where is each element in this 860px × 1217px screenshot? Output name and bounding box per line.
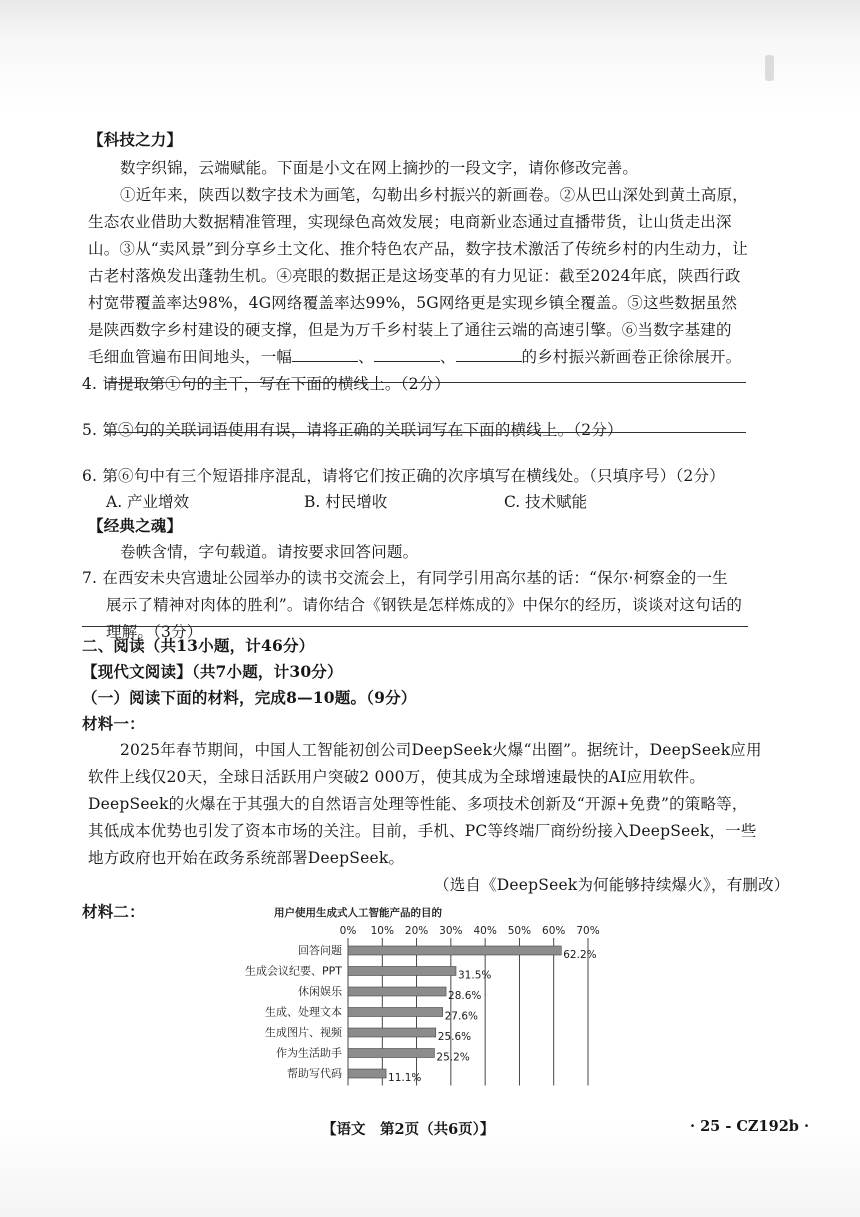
material-1-line: DeepSeek的火爆在于其强大的自然语言处理等性能、多项技术创新及“开源+免费”的策略等， bbox=[88, 795, 748, 813]
blank-separator: 、 bbox=[358, 348, 374, 366]
question-6: 6. 第⑥句中有三个短语排序混乱，请将它们按正确的次序填写在横线处。（只填序号）（2分） bbox=[82, 467, 725, 485]
purpose-bar-chart bbox=[208, 902, 648, 1102]
value-label: 11.1% bbox=[388, 1072, 422, 1084]
material-1-line: 2025年春节期间，中国人工智能初创公司DeepSeek火爆“出圈”。据统计，DeepSeek应用 bbox=[120, 741, 762, 759]
section-header-keji: 【科技之力】 bbox=[88, 130, 183, 149]
passage-line: 古老村落焕发出蓬勃生机。④亮眼的数据正是这场变革的有力见证：截至2024年底，陕西行政 bbox=[88, 267, 741, 285]
bar bbox=[348, 1008, 443, 1017]
bar bbox=[348, 1069, 386, 1078]
material-1-line: 其低成本优势也引发了资本市场的关注。目前，手机、PC等终端厂商纷纷接入DeepSeek，一些 bbox=[88, 822, 757, 840]
option-c: C. 技术赋能 bbox=[504, 493, 588, 511]
x-tick-label: 40% bbox=[473, 925, 497, 937]
chart-category-labels bbox=[245, 943, 343, 1080]
material-1-line: 地方政府也开始在政务系统部署DeepSeek。 bbox=[88, 849, 405, 867]
passage-line: 生态农业借助大数据精准管理，实现绿色高效发展；电商新业态通过直播带货，让山货走出深 bbox=[88, 213, 732, 231]
bar bbox=[348, 946, 561, 955]
reading-part-title: 二、阅读（共13小题，计46分） bbox=[82, 636, 315, 655]
material-1-source: （选自《DeepSeek为何能够持续爆火》，有删改） bbox=[434, 876, 790, 894]
question-4: 4. 请提取第①句的主干，写在下面的横线上。（2分） bbox=[82, 375, 451, 393]
question-5: 5. 第⑤句的关联词语使用有误，请将正确的关联词写在下面的横线上。（2分） bbox=[82, 421, 623, 439]
bar bbox=[348, 1049, 434, 1058]
answer-line-q7[interactable] bbox=[82, 626, 748, 627]
jingdian-intro: 卷帙含情，字句载道。请按要求回答问题。 bbox=[120, 543, 419, 561]
passage-last-end: 的乡村振兴新画卷正徐徐展开。 bbox=[521, 348, 742, 366]
scan-artifact bbox=[765, 55, 774, 81]
fill-blank-2[interactable] bbox=[374, 347, 440, 362]
x-tick-label: 60% bbox=[542, 925, 566, 937]
x-tick-label: 30% bbox=[439, 925, 463, 937]
question-7-line: 理解。（3分） bbox=[106, 623, 203, 641]
passage-last-start: 毛细血管遍布田间地头，一幅 bbox=[88, 348, 293, 366]
answer-line-q4[interactable] bbox=[106, 382, 746, 383]
x-tick-label: 0% bbox=[339, 925, 357, 937]
keji-intro: 数字织锦，云端赋能。下面是小文在网上摘抄的一段文字，请你修改完善。 bbox=[120, 159, 639, 177]
x-tick-label: 10% bbox=[370, 925, 394, 937]
value-label: 31.5% bbox=[458, 969, 492, 982]
value-label: 25.2% bbox=[436, 1051, 470, 1064]
option-a: A. 产业增效 bbox=[106, 493, 190, 511]
chart-x-ticks bbox=[340, 925, 600, 937]
section-header-jingdian: 【经典之魂】 bbox=[88, 516, 183, 535]
answer-line-q5[interactable] bbox=[106, 432, 746, 433]
passage-line: 山。③从“卖风景”到分享乡土文化、推介特色农产品，数字技术激活了传统乡村的内生动力，让 bbox=[88, 240, 748, 258]
x-tick-label: 70% bbox=[576, 925, 600, 937]
passage-line: 村宽带覆盖率达98%，4G网络覆盖率达99%，5G网络更是实现乡镇全覆盖。⑤这些数据虽然 bbox=[88, 294, 738, 312]
value-label: 28.6% bbox=[448, 990, 482, 1002]
passage-last-line bbox=[88, 345, 741, 367]
category-label: 作为生活助手 bbox=[276, 1046, 342, 1060]
x-tick-label: 50% bbox=[507, 925, 532, 937]
material-1-line: 软件上线仅20天，全球日活跃用户突破2 000万，使其成为全球增速最快的AI应用软件。 bbox=[88, 768, 706, 786]
category-label: 生成、处理文本 bbox=[265, 1005, 342, 1019]
chart-title: 用户使用生成式人工智能产品的目的 bbox=[274, 907, 442, 919]
category-label: 生成图片、视频 bbox=[265, 1026, 342, 1039]
category-label: 帮助写代码 bbox=[287, 1067, 342, 1080]
category-label: 休闲娱乐 bbox=[298, 985, 342, 998]
bar bbox=[348, 1028, 436, 1037]
fill-blank-3[interactable] bbox=[456, 347, 522, 362]
x-tick-label: 20% bbox=[404, 925, 429, 937]
bar bbox=[348, 987, 446, 996]
option-b: B. 村民增收 bbox=[304, 493, 388, 511]
reading-sub-title: （一）阅读下面的材料，完成8—10题。（9分） bbox=[82, 688, 417, 707]
blank-separator: 、 bbox=[439, 348, 456, 366]
category-label: 回答问题 bbox=[298, 944, 342, 957]
question-7-line: 7. 在西安未央宫遗址公园举办的读书交流会上，有同学引用高尔基的话：“保尔·柯察金的一生 bbox=[82, 569, 728, 587]
bar bbox=[348, 967, 456, 976]
passage-line: 是陕西数字乡村建设的硬支撑，但是为万千乡村装上了通往云端的高速引擎。⑥当数字基建的 bbox=[88, 321, 732, 339]
footer-page-info: 【语文 第2页（共6页）】 bbox=[322, 1121, 495, 1138]
modern-reading-title: 【现代文阅读】（共7小题，计30分） bbox=[82, 662, 343, 681]
fill-blank-1[interactable] bbox=[292, 347, 358, 362]
material-2-label: 材料二： bbox=[82, 902, 145, 921]
footer-code: · 25 - CZ192b · bbox=[690, 1118, 810, 1135]
question-7-line: 展示了精神对肉体的胜利”。请你结合《钢铁是怎样炼成的》中保尔的经历，谈谈对这句话的 bbox=[106, 596, 743, 614]
value-label: 25.6% bbox=[437, 1031, 472, 1043]
value-label: 27.6% bbox=[444, 1010, 478, 1023]
passage-line: ①近年来，陕西以数字技术为画笔，勾勒出乡村振兴的新画卷。②从巴山深处到黄土高原， bbox=[120, 186, 749, 204]
material-1-label: 材料一： bbox=[82, 714, 145, 733]
value-label: 62.2% bbox=[563, 949, 597, 961]
category-label: 生成会议纪要、PPT bbox=[245, 964, 342, 978]
